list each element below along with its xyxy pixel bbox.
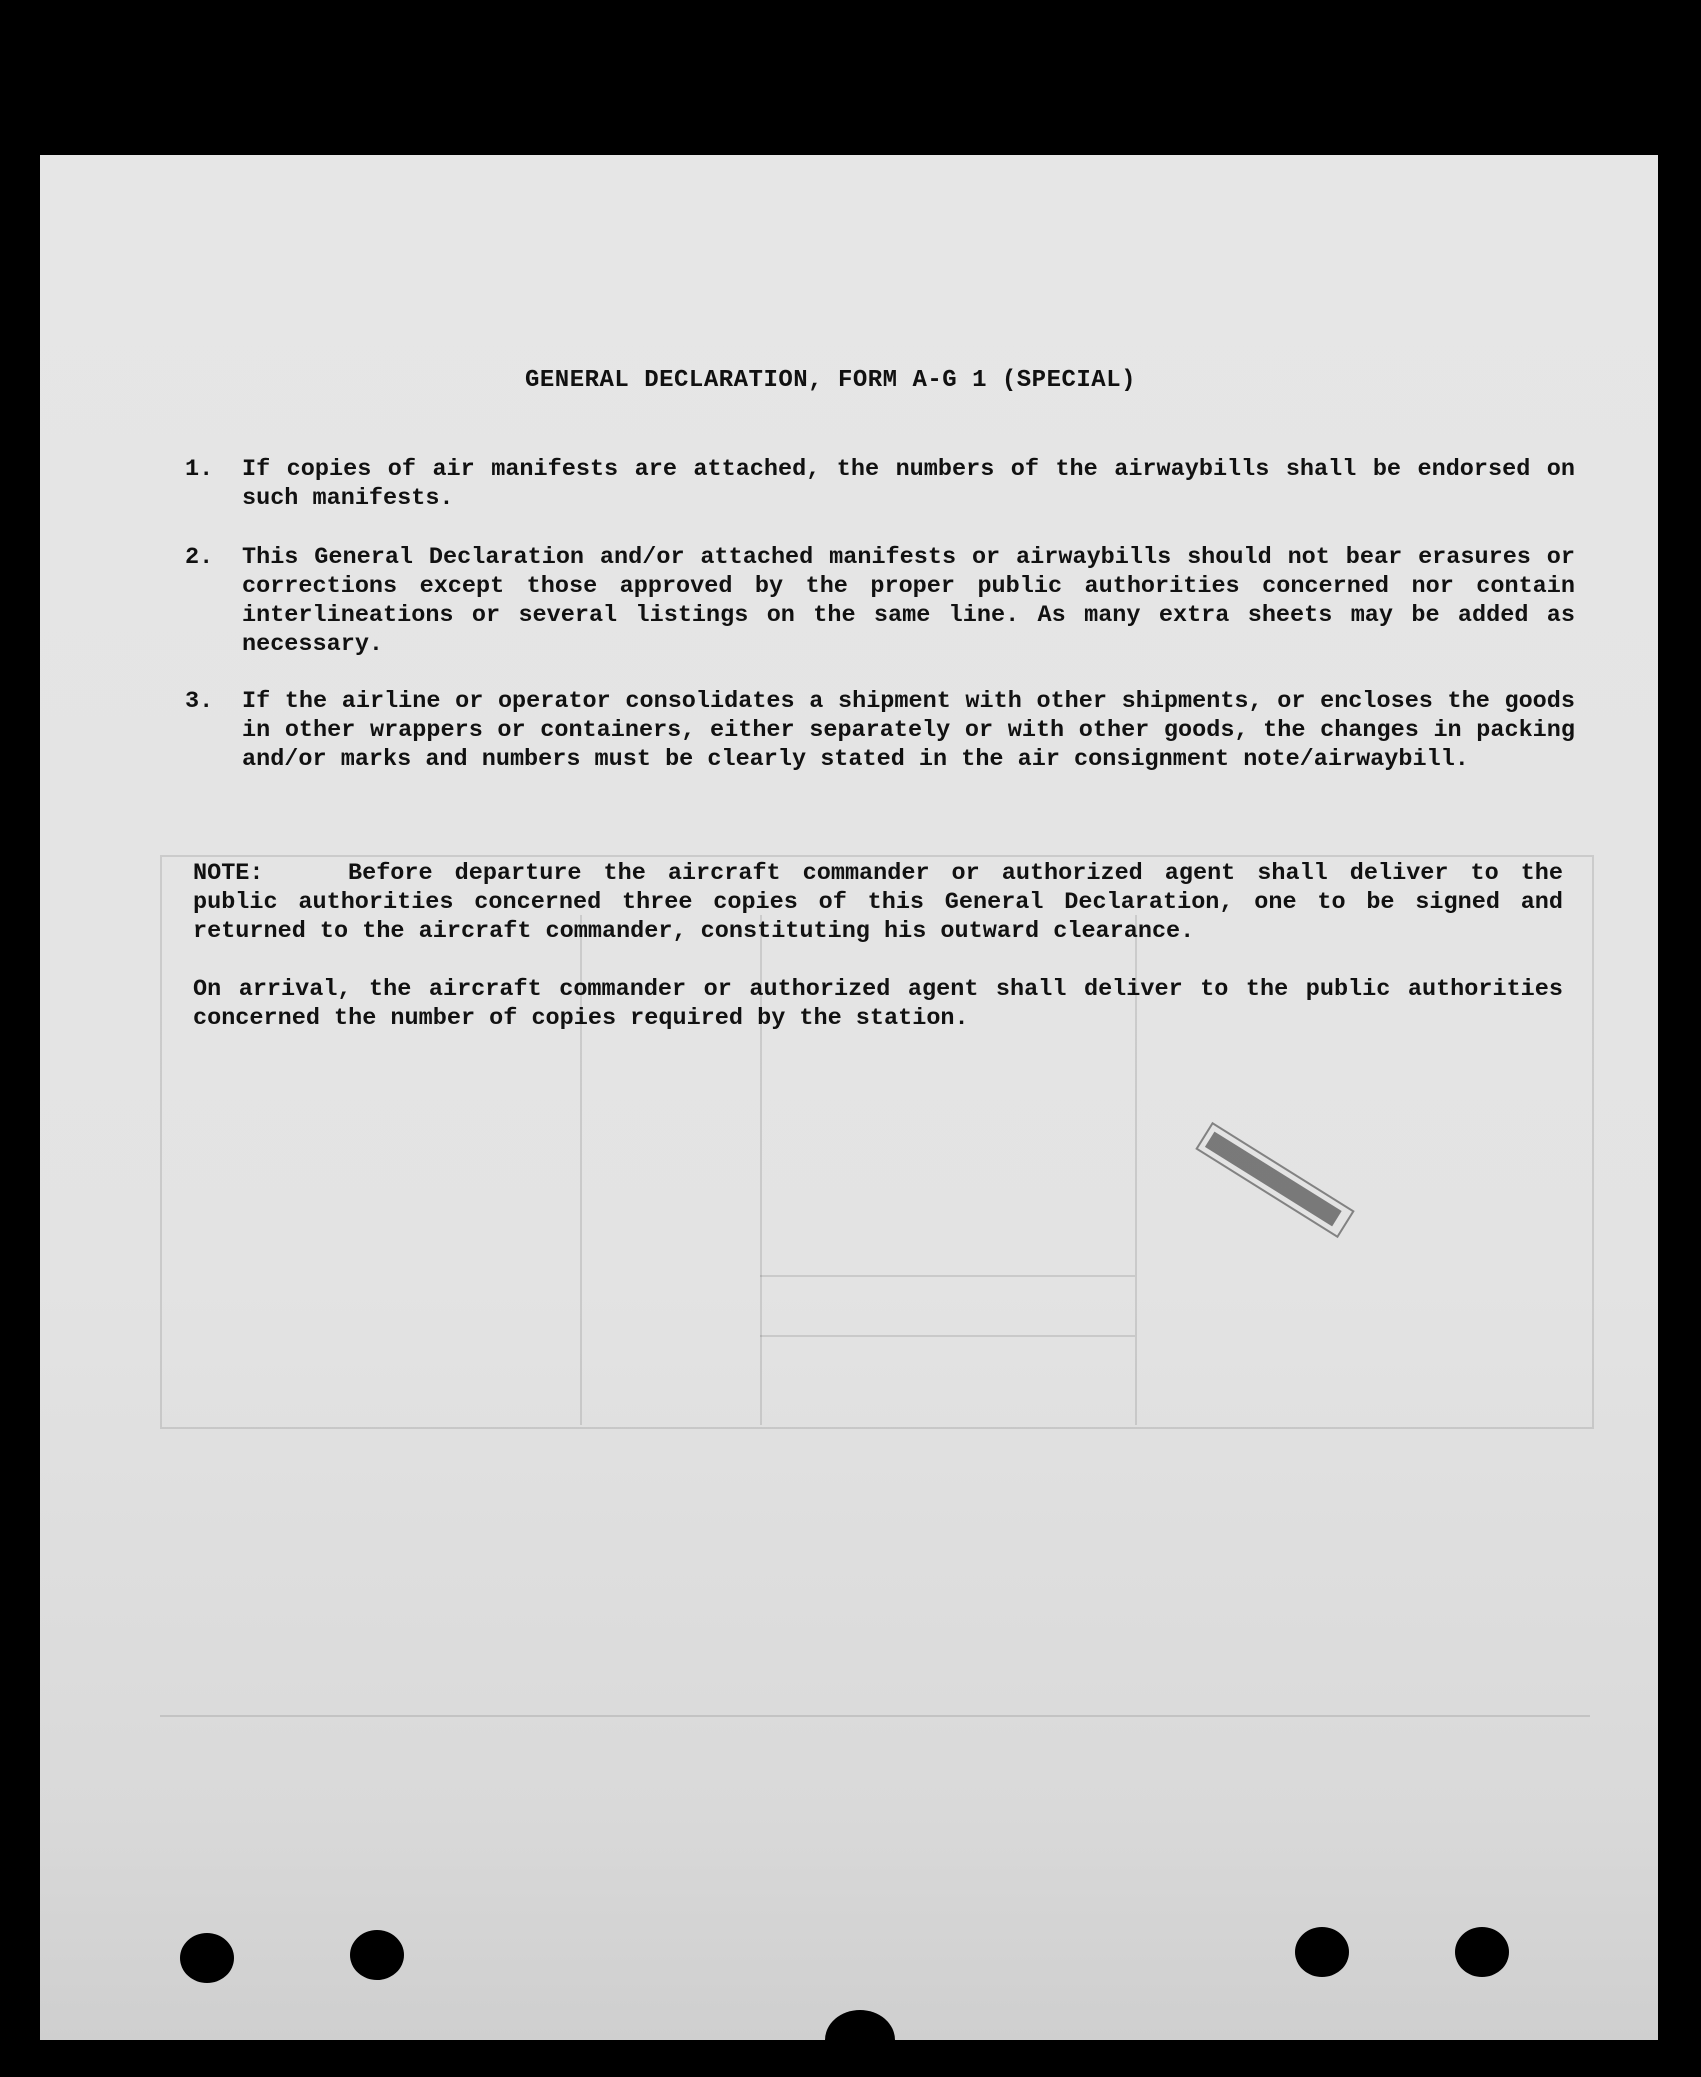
note-section <box>193 859 1563 1033</box>
arrival-paragraph: On arrival, the aircraft commander or authorized agent shall deliver to the public authorities concerned the number of copies required by the station. <box>193 976 1563 1032</box>
instruction-item-1 <box>185 455 1575 513</box>
note-label: NOTE: <box>193 860 264 887</box>
instruction-item-2 <box>185 543 1575 659</box>
note-text: Before departure the aircraft commander or authorized agent shall deliver to the public authorities concerned three copies of this General Declaration, one to be signed and returned to the aircraft commander, constituting his outward clearance. <box>193 860 1563 945</box>
bleed-through-line <box>760 1335 1135 1337</box>
punch-hole <box>1455 1927 1509 1977</box>
item-text: If the airline or operator consolidates a shipment with other shipments, or encloses the goods in other wrappers or containers, either separately or with other goods, the changes in packing and/or marks and numbers must be clearly stated in the air consignment note/airwaybill. <box>242 688 1575 773</box>
item-number: 2. <box>185 544 214 571</box>
torn-edge-mark <box>825 2010 895 2040</box>
note-paragraph <box>193 859 1563 946</box>
item-number: 3. <box>185 688 214 715</box>
document-page <box>40 155 1658 2040</box>
punch-hole <box>180 1933 234 1983</box>
punch-hole <box>1295 1927 1349 1977</box>
bleed-through-line <box>160 1715 1590 1717</box>
item-text: If copies of air manifests are attached, the numbers of the airwaybills shall be endorsed on such manifests. <box>242 456 1575 512</box>
instruction-item-3 <box>185 687 1575 774</box>
form-title: GENERAL DECLARATION, FORM A-G 1 (SPECIAL) <box>525 367 1136 394</box>
punch-hole <box>350 1930 404 1980</box>
item-number: 1. <box>185 456 214 483</box>
item-text: This General Declaration and/or attached manifests or airwaybills should not bear erasures or corrections except those approved by the proper public authorities concerned nor contain interlineations or several listings on the same line. As many extra sheets may be added as necessary. <box>242 544 1575 658</box>
bleed-through-line <box>760 1275 1135 1277</box>
